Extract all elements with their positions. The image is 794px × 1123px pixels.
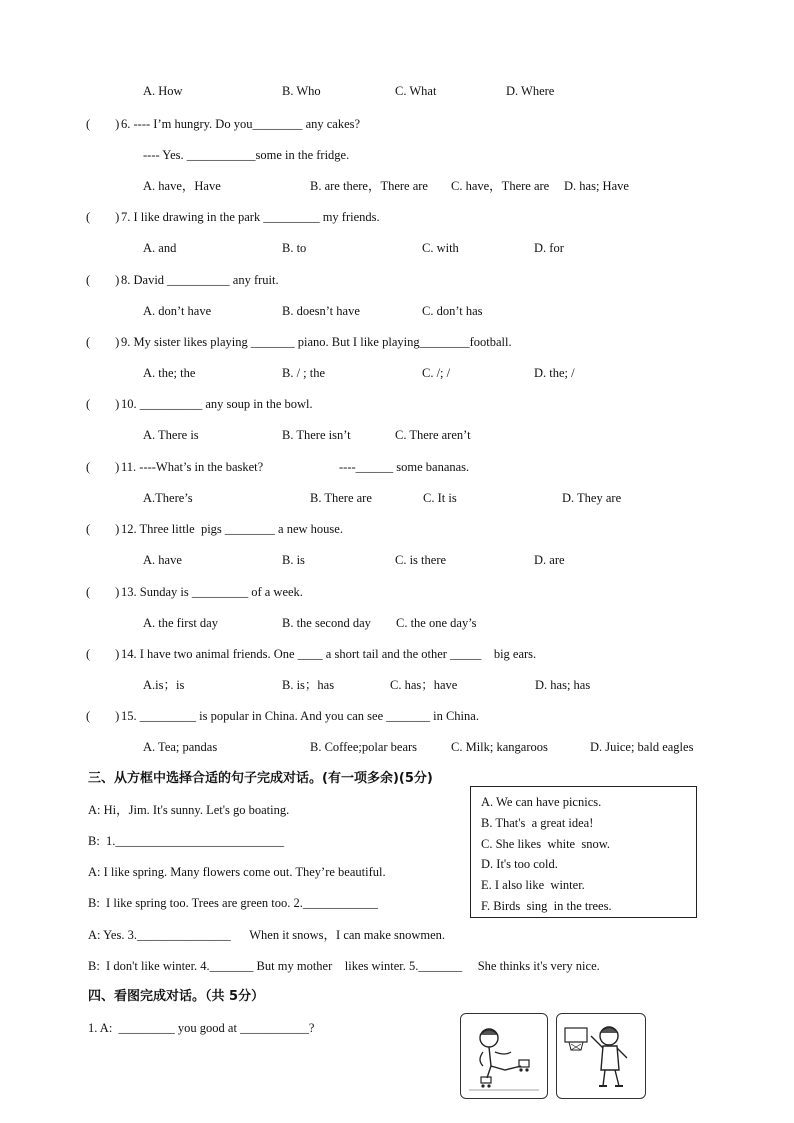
q12-stem: 12. Three little pigs ________ a new house.	[121, 522, 343, 536]
q10-option-c: C. There aren’t	[395, 428, 471, 442]
roller-skating-picture	[460, 1013, 548, 1099]
q11-option-b: B. There are	[310, 491, 372, 505]
q11-stem-reply: ----______ some bananas.	[339, 460, 470, 474]
q8-stem: 8. David __________ any fruit.	[121, 273, 279, 287]
q11-option-d: D. They are	[562, 491, 622, 505]
q9-answer-paren[interactable]: ( )	[86, 335, 120, 349]
q6-stem-reply: ---- Yes. ___________some in the fridge.	[143, 148, 350, 162]
q14-option-b: B. is；has	[282, 678, 335, 692]
q12-option-a: A. have	[143, 553, 182, 567]
q6-option-c: C. have，There are	[451, 179, 550, 193]
q9-option-a: A. the; the	[143, 366, 196, 380]
q11-stem: 11. ----What’s in the basket?	[121, 460, 264, 474]
q15-option-c: C. Milk; kangaroos	[451, 740, 548, 754]
q11-option-a: A.There’s	[143, 491, 193, 505]
q14-stem: 14. I have two animal friends. One ____ a short tail and the other _____ big ears.	[121, 647, 537, 661]
box-option-c: C. She likes white snow.	[481, 837, 611, 851]
box-option-d: D. It's too cold.	[481, 857, 558, 871]
q14-option-a: A.is；is	[143, 678, 185, 692]
box-option-b: B. That's a great idea!	[481, 816, 594, 830]
q12-option-c: C. is there	[395, 553, 447, 567]
q9-option-d: D. the; /	[534, 366, 575, 380]
q13-stem: 13. Sunday is _________ of a week.	[121, 585, 303, 599]
q6-option-d: D. has; Have	[564, 179, 629, 193]
q5-option-b: B. Who	[282, 84, 321, 98]
section4-title: 四、看图完成对话。（共 5分）	[88, 989, 265, 1004]
dialogue-line[interactable]: B: I like spring too. Trees are green too. 2.____________	[88, 896, 378, 910]
q12-option-d: D. are	[534, 553, 565, 567]
q7-option-c: C. with	[422, 241, 459, 255]
q10-answer-paren[interactable]: ( )	[86, 397, 120, 411]
dialogue-line[interactable]: B: I don't like winter. 4._______ But my mother likes winter. 5._______ She thinks it's very nice.	[88, 959, 600, 973]
q10-option-a: A. There is	[143, 428, 199, 442]
q8-option-a: A. don’t have	[143, 304, 212, 318]
dialogue-line[interactable]: B: 1.___________________________	[88, 834, 285, 848]
box-option-a: A. We can have picnics.	[481, 795, 602, 809]
q7-option-a: A. and	[143, 241, 177, 255]
q6-stem: 6. ---- I’m hungry. Do you________ any cakes?	[121, 117, 361, 131]
q15-option-b: B. Coffee;polar bears	[310, 740, 418, 754]
q12-option-b: B. is	[282, 553, 305, 567]
q12-answer-paren[interactable]: ( )	[86, 522, 120, 536]
q13-option-b: B. the second day	[282, 616, 371, 630]
dialogue-line[interactable]: A: Yes. 3._______________ When it snows，I can make snowmen.	[88, 928, 446, 942]
q13-answer-paren[interactable]: ( )	[86, 585, 120, 599]
q13-option-c: C. the one day’s	[396, 616, 477, 630]
q8-option-b: B. doesn’t have	[282, 304, 360, 318]
basketball-drawing	[557, 1014, 645, 1098]
q8-option-c: C. don’t has	[422, 304, 483, 318]
options-box	[470, 786, 697, 918]
dialogue-line: A: I like spring. Many flowers come out. They’re beautiful.	[88, 865, 386, 879]
dialogue-line: A: Hi，Jim. It's sunny. Let's go boating.	[88, 803, 290, 817]
q7-stem: 7. I like drawing in the park _________ my friends.	[121, 210, 380, 224]
q11-option-c: C. It is	[423, 491, 457, 505]
q7-option-b: B. to	[282, 241, 307, 255]
box-option-e: E. I also like winter.	[481, 878, 585, 892]
q15-stem: 15. _________ is popular in China. And you can see _______ in China.	[121, 709, 479, 723]
q5-option-c: C. What	[395, 84, 437, 98]
q7-option-d: D. for	[534, 241, 564, 255]
q11-answer-paren[interactable]: ( )	[86, 460, 120, 474]
q6-option-b: B. are there，There are	[310, 179, 428, 193]
q9-option-b: B. / ; the	[282, 366, 326, 380]
basketball-picture	[556, 1013, 646, 1099]
q6-answer-paren[interactable]: ( )	[86, 117, 120, 131]
q7-answer-paren[interactable]: ( )	[86, 210, 120, 224]
q14-option-d: D. has; has	[535, 678, 591, 692]
q5-option-a: A. How	[143, 84, 183, 98]
q9-stem: 9. My sister likes playing _______ piano. But I like playing________football.	[121, 335, 512, 349]
q10-stem: 10. __________ any soup in the bowl.	[121, 397, 313, 411]
q14-option-c: C. has；have	[390, 678, 458, 692]
q9-option-c: C. /; /	[422, 366, 451, 380]
q15-option-a: A. Tea; pandas	[143, 740, 218, 754]
q13-option-a: A. the first day	[143, 616, 218, 630]
q5-option-d: D. Where	[506, 84, 555, 98]
q6-option-a: A. have，Have	[143, 179, 221, 193]
section3-title: 三、从方框中选择合适的句子完成对话。(有一项多余)(5分)	[88, 771, 433, 786]
q8-answer-paren[interactable]: ( )	[86, 273, 120, 287]
q14-answer-paren[interactable]: ( )	[86, 647, 120, 661]
skater-drawing	[461, 1014, 547, 1098]
section4-q1[interactable]: 1. A: _________ you good at ___________?	[88, 1021, 315, 1035]
q15-option-d: D. Juice; bald eagles	[590, 740, 694, 754]
box-option-f: F. Birds sing in the trees.	[481, 899, 612, 913]
q10-option-b: B. There isn’t	[282, 428, 351, 442]
q15-answer-paren[interactable]: ( )	[86, 709, 120, 723]
